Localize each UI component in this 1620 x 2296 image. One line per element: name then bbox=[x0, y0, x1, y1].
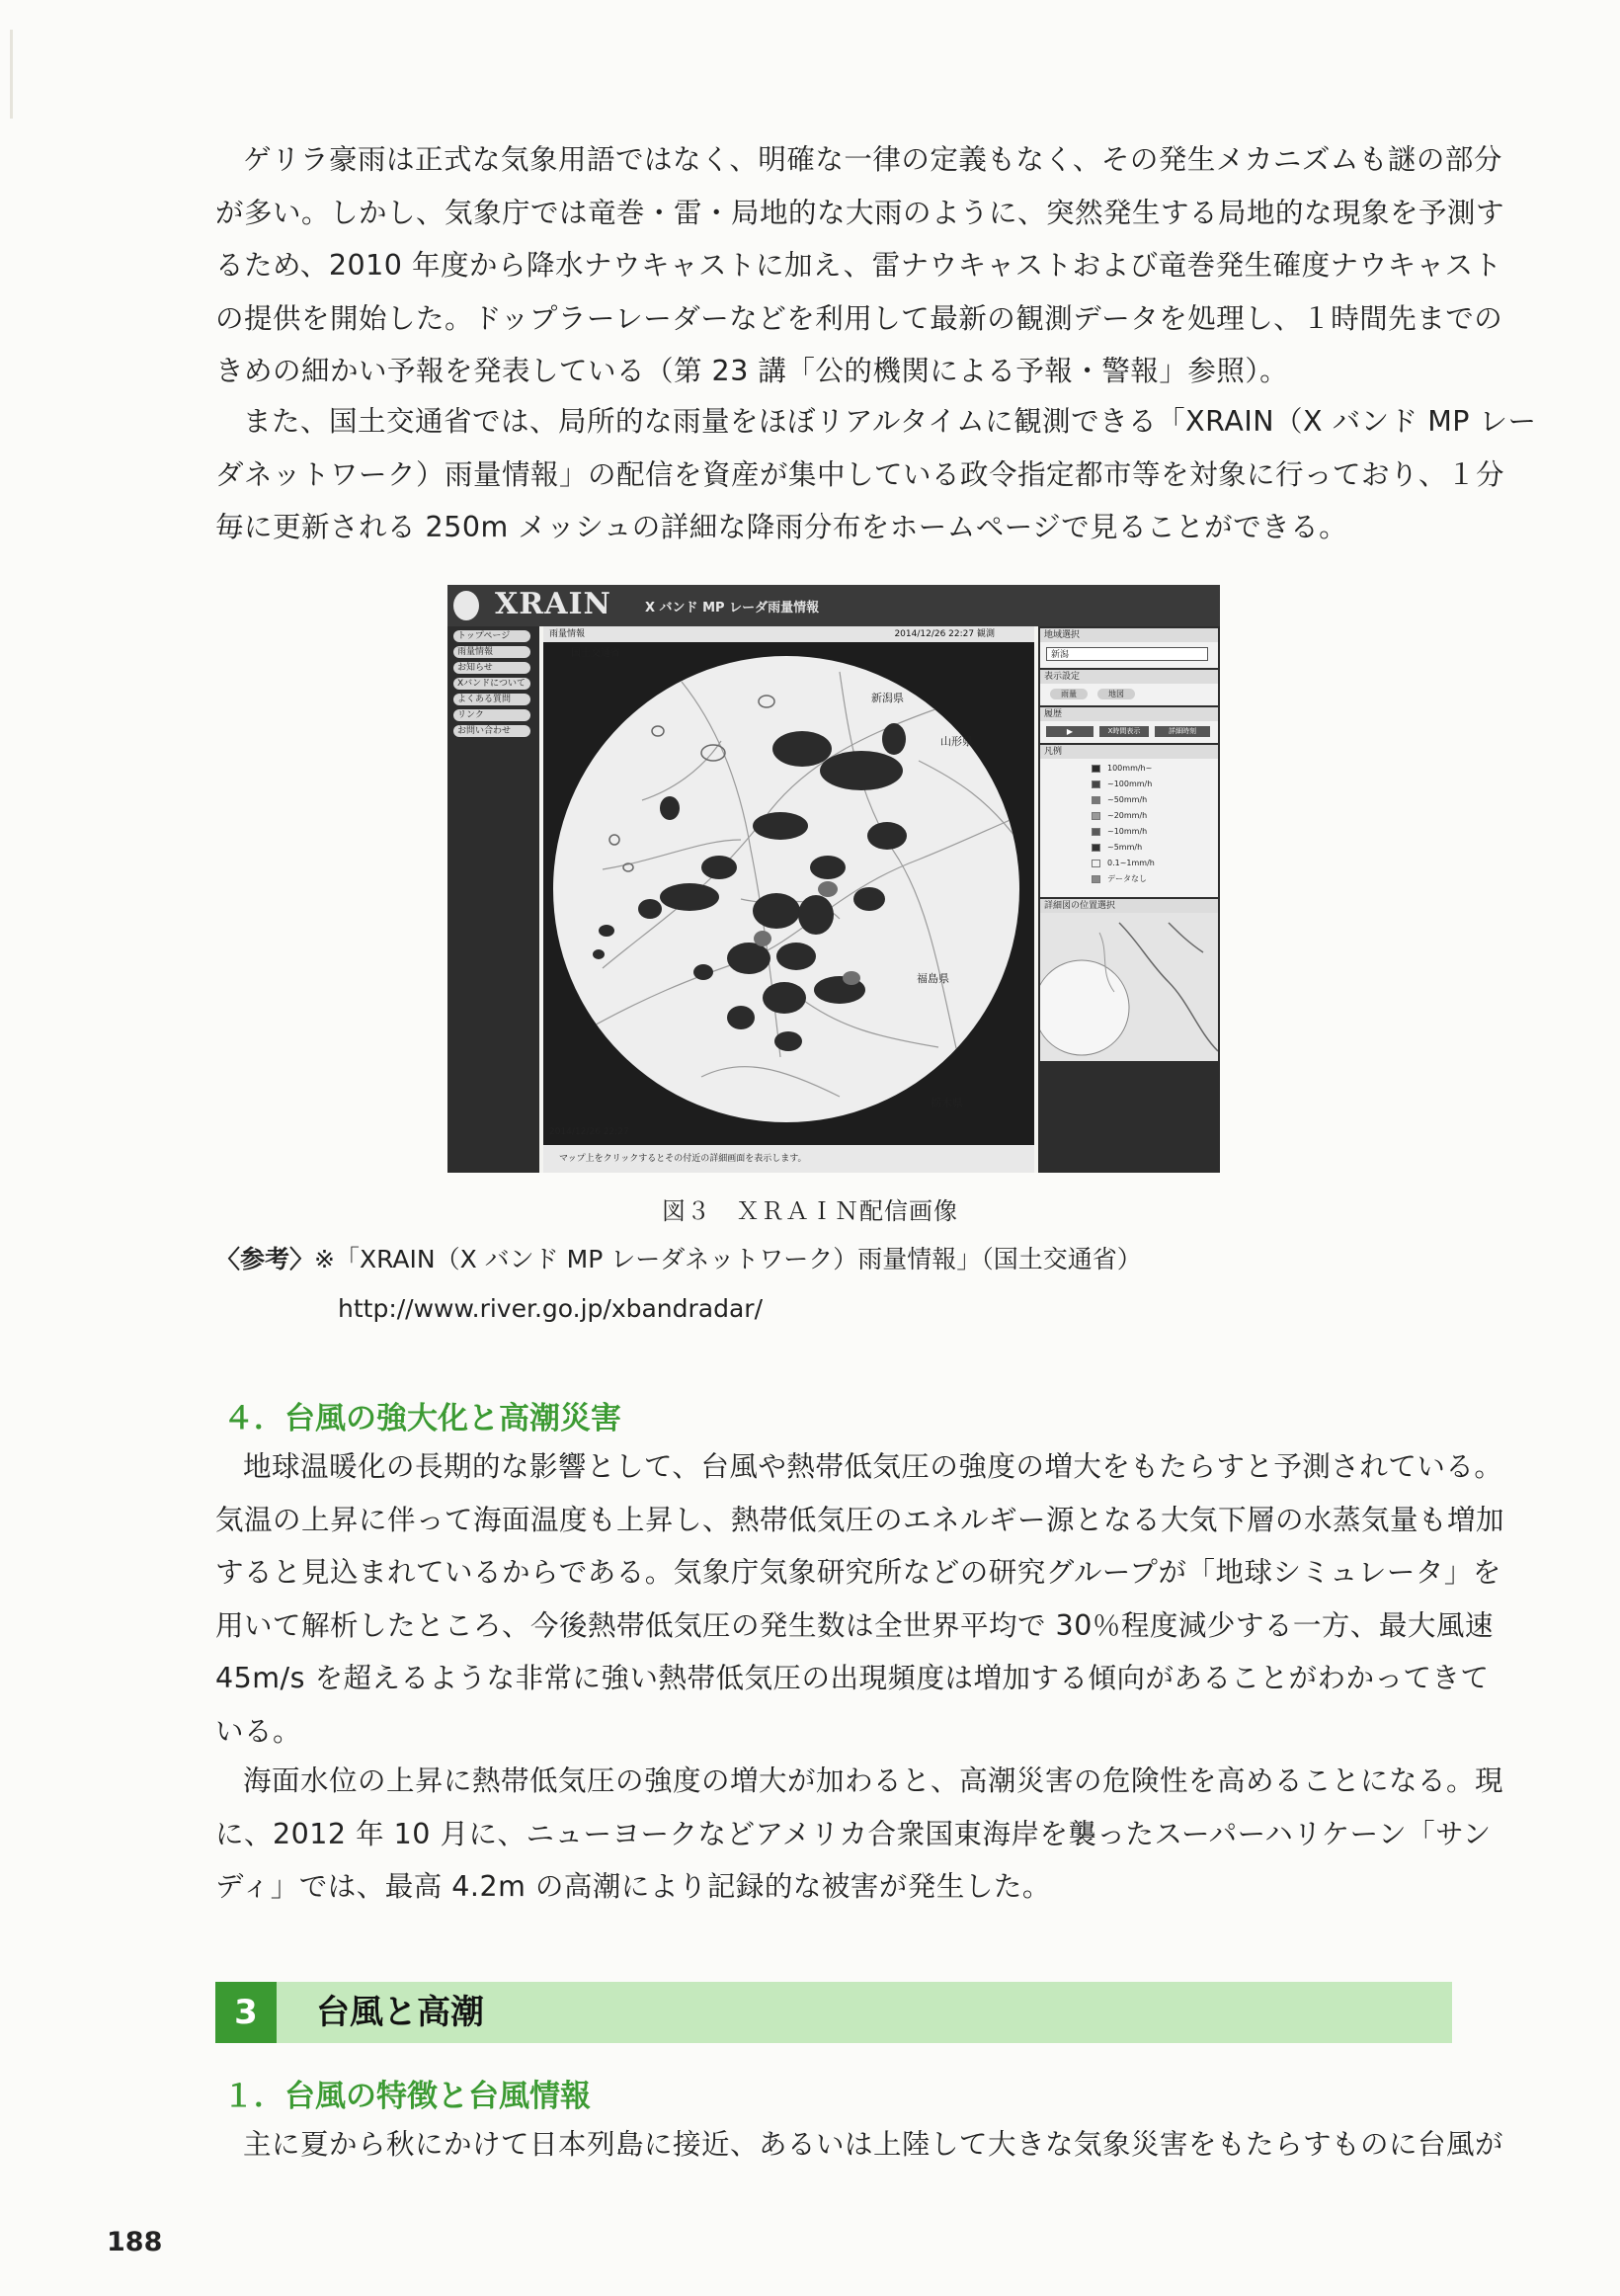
legend-label: ~20mm/h bbox=[1107, 811, 1148, 820]
legend-swatch bbox=[1092, 796, 1100, 804]
map-region-label: 国土交通省 bbox=[571, 648, 620, 659]
section4-paragraph-1 bbox=[215, 1440, 1505, 1758]
place-label-fukushima: 福島県 bbox=[917, 972, 949, 985]
map-timestamp: 2014/12/26 22:27 bbox=[549, 1127, 629, 1137]
text-line: 用いて解析したところ、今後熱帯低気圧の発生数は全世界平均で 30％程度減少する一方、最大風速 bbox=[215, 1608, 1494, 1642]
legend-swatch bbox=[1092, 875, 1100, 883]
legend-label: ~10mm/h bbox=[1107, 827, 1148, 836]
play-button[interactable]: ▶ bbox=[1046, 726, 1094, 737]
panel-display-title: 表示設定 bbox=[1040, 670, 1218, 684]
region-select[interactable]: 新潟 bbox=[1046, 647, 1208, 661]
text-line: 毎に更新される 250m メッシュの詳細な降雨分布をホームページで見ることができる。 bbox=[215, 511, 1348, 543]
rain-legend bbox=[1040, 759, 1218, 897]
xrain-screenshot-figure bbox=[447, 585, 1220, 1173]
legend-label: 0.1~1mm/h bbox=[1107, 859, 1155, 867]
history-hours-button[interactable]: X時間表示 bbox=[1099, 726, 1149, 737]
panel-region-title: 地域選択 bbox=[1040, 628, 1218, 642]
overview-map-graphic bbox=[1040, 913, 1218, 1061]
ministry-emblem-icon bbox=[453, 591, 479, 620]
text-line: いる。 bbox=[215, 1714, 302, 1748]
sidebar-item-about[interactable]: Xバンドについて bbox=[453, 678, 530, 690]
legend-swatch bbox=[1092, 844, 1100, 852]
text-line: るため、2010 年度から降水ナウキャストに加え、雷ナウキャストおよび竜巻発生確度ナウキャスト bbox=[215, 249, 1502, 282]
panel-history-body bbox=[1040, 721, 1218, 743]
page-edge-shadow bbox=[10, 30, 13, 119]
legend-swatch bbox=[1092, 812, 1100, 820]
panel-display-body bbox=[1040, 684, 1218, 705]
reference-label: 〈参考〉 bbox=[215, 1245, 315, 1273]
sidebar-item-news[interactable]: お知らせ bbox=[453, 662, 530, 674]
section3-header-bar bbox=[215, 1982, 1452, 2043]
xrain-logo: XRAIN bbox=[495, 587, 611, 621]
section3-title: 台風と高潮 bbox=[316, 1993, 484, 2032]
display-map-button[interactable]: 地図 bbox=[1097, 689, 1135, 699]
section4-paragraph-2 bbox=[215, 1755, 1504, 1914]
panel-history-title: 履歴 bbox=[1040, 707, 1218, 721]
legend-swatch bbox=[1092, 860, 1100, 867]
reference-text: ※「XRAIN（X バンド MP レーダネットワーク）雨量情報」（国土交通省） bbox=[314, 1245, 1142, 1273]
history-detail-button[interactable]: 詳細時刻 bbox=[1155, 726, 1210, 737]
text-line: ディ」では、最高 4.2m の高潮により記録的な被害が発生した。 bbox=[215, 1870, 1051, 1903]
sidebar-item-rain-info[interactable]: 雨量情報 bbox=[453, 646, 530, 658]
display-rain-button[interactable]: 雨量 bbox=[1050, 689, 1088, 699]
overview-map[interactable] bbox=[1040, 913, 1218, 1061]
text-line: に、2012 年 10 月に、ニューヨークなどアメリカ合衆国東海岸を襲ったスーパーハリケーン「サン bbox=[215, 1817, 1492, 1850]
legend-label: 100mm/h~ bbox=[1107, 764, 1153, 773]
text-line: ゲリラ豪雨は正式な気象用語ではなく、明確な一律の定義もなく、その発生メカニズムも謎の部分 bbox=[243, 143, 1502, 176]
panel-legend-title: 凡例 bbox=[1040, 745, 1218, 759]
sidebar-item-top[interactable]: トップページ bbox=[453, 630, 530, 642]
map-header bbox=[543, 626, 1034, 642]
radar-map-panel bbox=[543, 626, 1034, 1173]
text-line: 主に夏から秋にかけて日本列島に接近、あるいは上陸して大きな気象災害をもたらすものに台風が bbox=[243, 2128, 1504, 2161]
xrain-subtitle: X バンド MP レーダ雨量情報 bbox=[645, 601, 820, 615]
panel-overview-title: 詳細図の位置選択 bbox=[1040, 899, 1218, 913]
text-line: 地球温暖化の長期的な影響として、台風や熱帯低気圧の強度の増大をもたらすと予測されている。 bbox=[243, 1450, 1503, 1483]
subsection1-paragraph bbox=[215, 2118, 1504, 2172]
intro-paragraph-2 bbox=[215, 395, 1537, 554]
legend-swatch bbox=[1092, 780, 1100, 788]
xrain-header bbox=[447, 585, 1220, 626]
legend-label: ~5mm/h bbox=[1107, 843, 1143, 852]
section4-heading: ４．台風の強大化と高潮災害 bbox=[223, 1401, 621, 1436]
text-line: また、国土交通省では、局所的な雨量をほぼリアルタイムに観測できる「XRAIN（X バンド MP レー bbox=[243, 405, 1537, 438]
legend-swatch bbox=[1092, 828, 1100, 836]
text-line: すると見込まれているからである。気象庁気象研究所などの研究グループが「地球シミュレータ」を bbox=[215, 1556, 1501, 1589]
sidebar-item-links[interactable]: リンク bbox=[453, 709, 530, 721]
text-line: 45m/s を超えるような非常に強い熱帯低気圧の出現頻度は増加する傾向があることがわかってきて bbox=[215, 1662, 1490, 1694]
panel-region-body bbox=[1040, 642, 1218, 668]
map-header-time: 2014/12/26 22:27 観測 bbox=[894, 629, 995, 639]
text-line: の提供を開始した。ドップラーレーダーなどを利用して最新の観測データを処理し、１時間先までの bbox=[215, 301, 1503, 335]
text-line: 海面水位の上昇に熱帯低気圧の強度の増大が加わると、高潮災害の危険性を高めることになる。現 bbox=[243, 1764, 1504, 1797]
text-line: 気温の上昇に伴って海面温度も上昇し、熱帯低気圧のエネルギー源となる大気下層の水蒸気量も増加 bbox=[215, 1503, 1505, 1536]
figure-caption: 図３ ＸＲＡＩＮ配信画像 bbox=[662, 1197, 958, 1225]
place-label-niigata: 新潟県 bbox=[871, 692, 904, 704]
text-line: きめの細かい予報を発表している（第 23 講「公的機関による予報・警報」参照）。 bbox=[215, 355, 1289, 387]
legend-label: ~50mm/h bbox=[1107, 795, 1148, 804]
map-footer-hint: マップ上をクリックするとその付近の詳細画面を表示します。 bbox=[543, 1145, 1034, 1173]
sidebar-item-contact[interactable]: お問い合わせ bbox=[453, 725, 530, 737]
xrain-control-panel bbox=[1038, 626, 1220, 1173]
sidebar-item-faq[interactable]: よくある質問 bbox=[453, 694, 530, 705]
legend-label: ~100mm/h bbox=[1107, 779, 1153, 788]
text-line: ダネットワーク）雨量情報」の配信を資産が集中している政令指定都市等を対象に行っており、１分 bbox=[215, 457, 1505, 491]
place-label-tochigi: 栃木県 bbox=[931, 1097, 963, 1109]
xrain-sidebar bbox=[447, 626, 539, 1173]
reference-url[interactable]: http://www.river.go.jp/xbandradar/ bbox=[338, 1294, 764, 1323]
page-number: 188 bbox=[107, 2227, 163, 2257]
map-header-title: 雨量情報 bbox=[549, 629, 586, 639]
place-label-yamagata: 山形県 bbox=[940, 735, 973, 748]
text-line: が多い。しかし、気象庁では竜巻・雷・局地的な大雨のように、突然発生する局地的な現象を予測す bbox=[215, 196, 1505, 229]
section3-number: 3 bbox=[215, 1982, 277, 2043]
legend-label: データなし bbox=[1107, 874, 1147, 883]
legend-swatch bbox=[1092, 765, 1100, 773]
intro-paragraph-1 bbox=[215, 133, 1505, 398]
radar-map[interactable] bbox=[543, 642, 1034, 1145]
subsection1-heading: １．台風の特徴と台風情報 bbox=[223, 2079, 591, 2114]
